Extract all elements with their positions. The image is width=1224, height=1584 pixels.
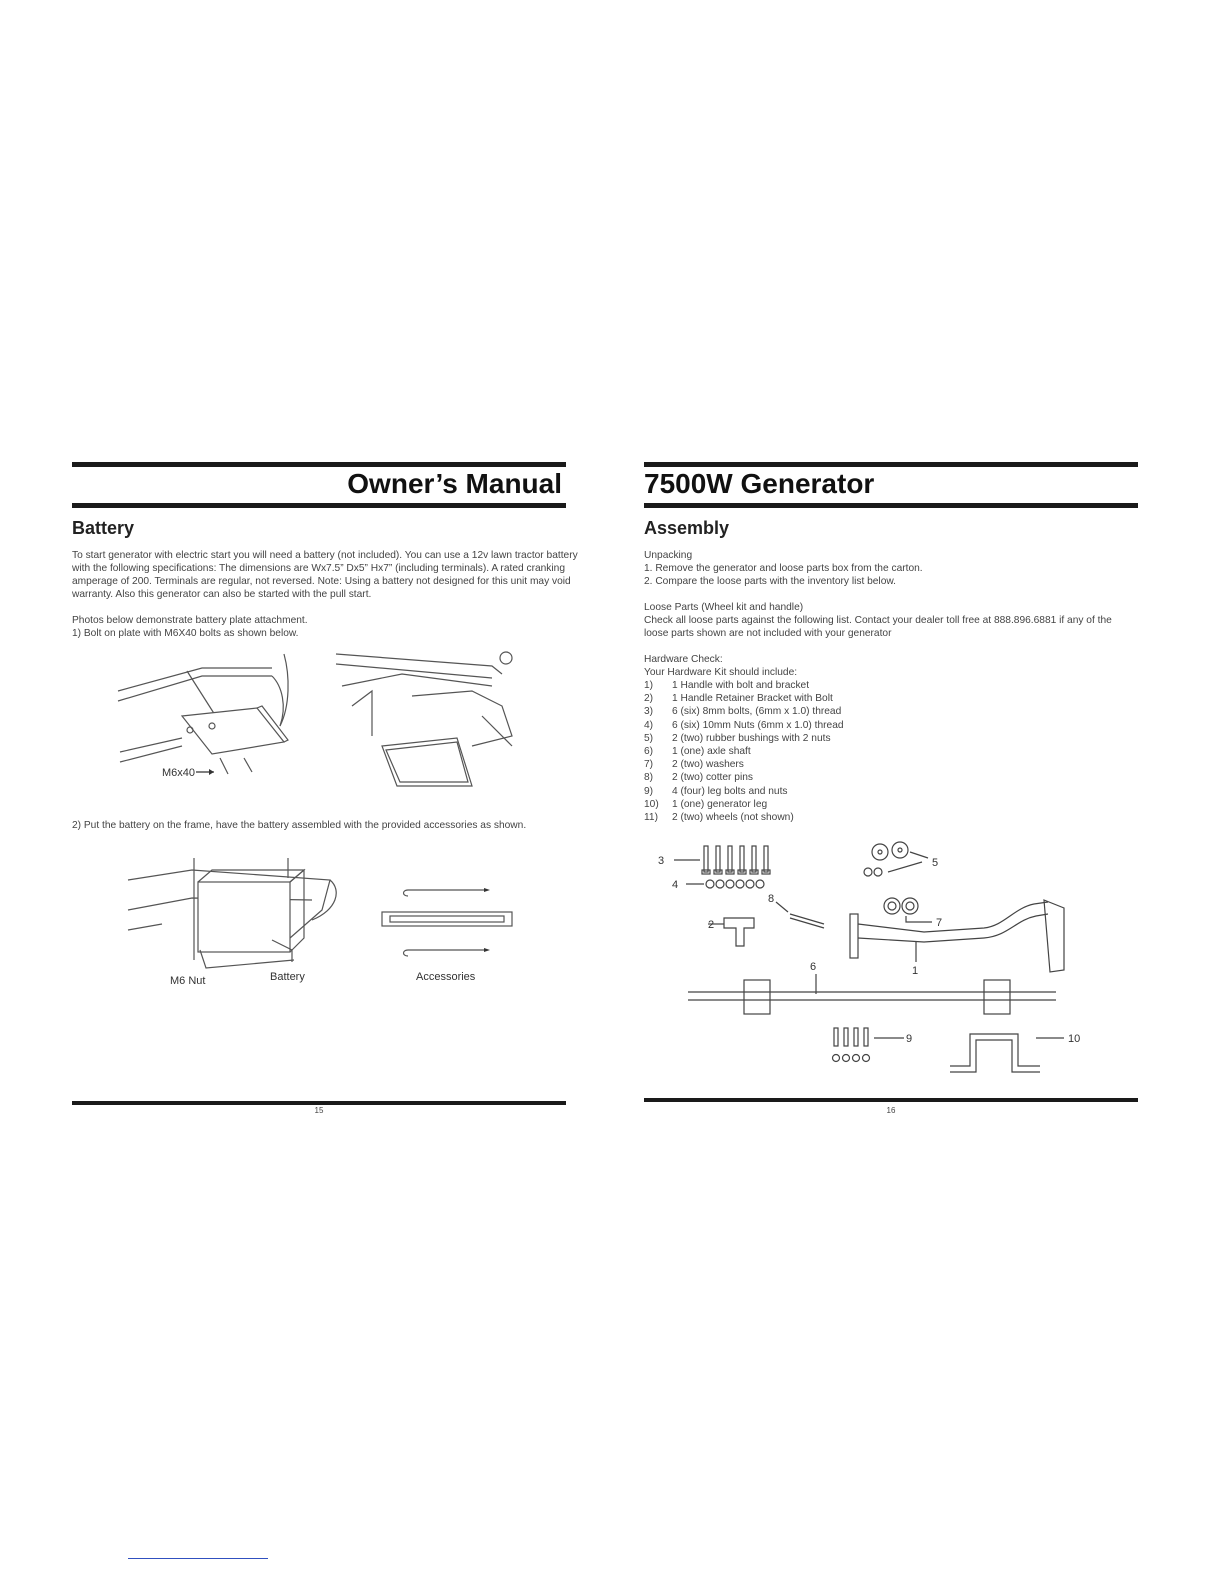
unpacking-step-1: 1. Remove the generator and loose parts box from the carton. xyxy=(644,563,923,574)
step-1: 1) Bolt on plate with M6X40 bolts as shown below. xyxy=(72,628,299,639)
section-heading: Battery xyxy=(72,518,135,538)
right-page xyxy=(644,462,1138,1078)
page-number: 15 xyxy=(314,1106,324,1115)
nut-label: M6 Nut xyxy=(170,975,206,987)
page-title: Owner’s Manual xyxy=(347,468,562,499)
list-item: 1) 1 Handle with bolt and bracket xyxy=(644,680,810,691)
step-2: 2) Put the battery on the frame, have the battery assembled with the provided accessories as shown. xyxy=(72,820,527,831)
photos-intro: Photos below demonstrate battery plate attachment. xyxy=(72,615,308,626)
footer-rule xyxy=(72,1101,566,1105)
page-number: 16 xyxy=(886,1106,896,1115)
list-item: 6) 1 (one) axle shaft xyxy=(644,746,751,758)
footer-rule xyxy=(644,1098,1138,1102)
header-rule xyxy=(72,503,566,508)
list-item: 11) 2 (two) wheels (not shown) xyxy=(644,812,794,824)
unpacking-step-2: 2. Compare the loose parts with the inventory list below. xyxy=(644,576,896,587)
hardware-subheading: Your Hardware Kit should include: xyxy=(644,667,798,678)
list-item: 9) 4 (four) leg bolts and nuts xyxy=(644,785,788,797)
list-item: 4) 6 (six) 10mm Nuts (6mm x 1.0) thread xyxy=(644,719,844,731)
list-item: 5) 2 (two) rubber bushings with 2 nuts xyxy=(644,732,831,744)
loose-parts-text: Check all loose parts against the following list. Contact your dealer toll free at 888.896.6881 if any of the loose parts shown are not included with your generator xyxy=(644,615,1112,639)
list-item: 3) 6 (six) 8mm bolts, (6mm x 1.0) thread xyxy=(644,706,842,718)
page-title: 7500W Generator xyxy=(644,468,875,499)
header-rule xyxy=(644,503,1138,508)
list-item: 10) 1 (one) generator leg xyxy=(644,798,768,810)
callout-3: 3 xyxy=(658,855,665,868)
hardware-parts-diagram xyxy=(644,838,1138,1078)
list-item: 7) 2 (two) washers xyxy=(644,759,744,771)
left-page xyxy=(72,462,578,990)
section-heading: Assembly xyxy=(644,518,730,538)
loose-parts-heading: Loose Parts (Wheel kit and handle) xyxy=(644,602,804,613)
accessories-label: Accessories xyxy=(416,971,476,983)
callout-9: 9 xyxy=(906,1033,913,1046)
callout-10: 10 xyxy=(1068,1033,1081,1046)
bolt-label: M6x40 xyxy=(162,767,196,779)
battery-plate-diagram xyxy=(72,646,566,806)
callout-5: 5 xyxy=(932,857,939,870)
list-item: 8) 2 (two) cotter pins xyxy=(644,772,753,784)
callout-7: 7 xyxy=(936,917,943,930)
callout-4: 4 xyxy=(672,879,679,892)
battery-intro: To start generator with electric start you will need a battery (not included). You can use a 12v lawn tractor battery with the following specifications: The dimensions are Wx7.5” Dx5” Hx7” (including terminals). A rated cranking amperage of 200. Terminals are regular, not reversed. Note: Using a battery not designed for this unit may void warranty. Also this generator can also be started with the pull start. xyxy=(72,550,578,600)
callout-6: 6 xyxy=(810,961,817,974)
hardware-list xyxy=(644,679,1138,824)
hardware-heading: Hardware Check: xyxy=(644,654,723,665)
battery-label: Battery xyxy=(270,971,305,983)
callout-8: 8 xyxy=(768,893,775,906)
list-item: 2) 1 Handle Retainer Bracket with Bolt xyxy=(644,693,833,705)
unpacking-heading: Unpacking xyxy=(644,550,693,561)
callout-2: 2 xyxy=(708,919,715,932)
callout-1: 1 xyxy=(912,965,919,978)
battery-mount-diagram xyxy=(72,850,566,990)
bolt-set xyxy=(702,846,770,874)
link-underline xyxy=(128,1558,268,1559)
